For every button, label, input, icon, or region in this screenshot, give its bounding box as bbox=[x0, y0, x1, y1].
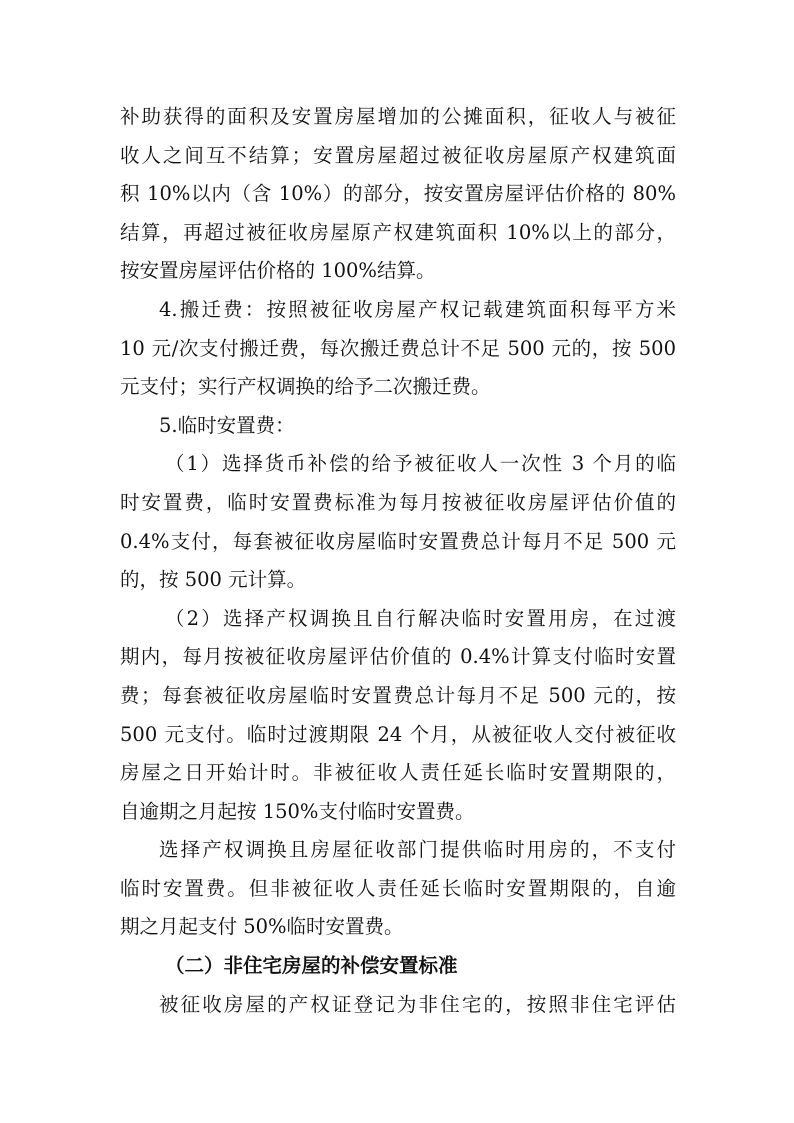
paragraph-line: 500 元支付。临时过渡期限 24 个月，从被征收人交付被征收 bbox=[120, 722, 676, 746]
paragraph-line: 补助获得的面积及安置房屋增加的公摊面积，征收人与被征 bbox=[120, 105, 676, 128]
paragraph-line: 期内，每月按被征收房屋评估价值的 0.4%计算支付临时安置 bbox=[120, 645, 676, 669]
paragraph-line: 房屋之日开始计时。非被征收人责任延长临时安置期限的， bbox=[120, 761, 676, 785]
paragraph-line: 0.4%支付，每套被征收房屋临时安置费总计每月不足 500 元 bbox=[120, 529, 676, 553]
paragraph-line: 被征收房屋的产权证登记为非住宅的，按照非住宅评估 bbox=[159, 992, 676, 1016]
paragraph-line: 按安置房屋评估价格的 100%结算。 bbox=[120, 259, 436, 283]
paragraph-line: 自逾期之月起按 150%支付临时安置费。 bbox=[120, 799, 475, 823]
document-body bbox=[120, 98, 676, 1024]
paragraph-line: （2）选择产权调换且自行解决临时安置用房，在过渡 bbox=[165, 606, 676, 630]
paragraph-line: 积 10%以内（含 10%）的部分，按安置房屋评估价格的 80% bbox=[120, 182, 676, 206]
section-heading: （二）非住宅房屋的补偿安置标准 bbox=[165, 954, 458, 978]
paragraph-line: 选择产权调换且房屋征收部门提供临时用房的，不支付 bbox=[159, 838, 676, 862]
paragraph-line: 时安置费，临时安置费标准为每月按被征收房屋评估价值的 bbox=[120, 490, 676, 514]
paragraph-line: 10 元/次支付搬迁费，每次搬迁费总计不足 500 元的，按 500 bbox=[120, 336, 676, 360]
paragraph-line: 期之月起支付 50%临时安置费。 bbox=[120, 915, 404, 939]
paragraph-line: 的，按 500 元计算。 bbox=[120, 568, 307, 592]
paragraph-line: 费；每套被征收房屋临时安置费总计每月不足 500 元的，按 bbox=[120, 683, 676, 707]
paragraph-line: 临时安置费。但非被征收人责任延长临时安置期限的，自逾 bbox=[120, 876, 676, 900]
section-heading: 5.临时安置费： bbox=[159, 413, 295, 437]
paragraph-line: 收人之间互不结算；安置房屋超过被征收房屋原产权建筑面 bbox=[120, 143, 676, 167]
paragraph-line: 元支付；实行产权调换的给予二次搬迁费。 bbox=[120, 375, 491, 399]
paragraph-line: 4.搬迁费：按照被征收房屋产权记载建筑面积每平方米 bbox=[159, 297, 676, 321]
paragraph-line: 结算，再超过被征收房屋原产权建筑面积 10%以上的部分， bbox=[120, 220, 676, 244]
paragraph-line: （1）选择货币补偿的给予被征收人一次性 3 个月的临 bbox=[165, 452, 676, 476]
